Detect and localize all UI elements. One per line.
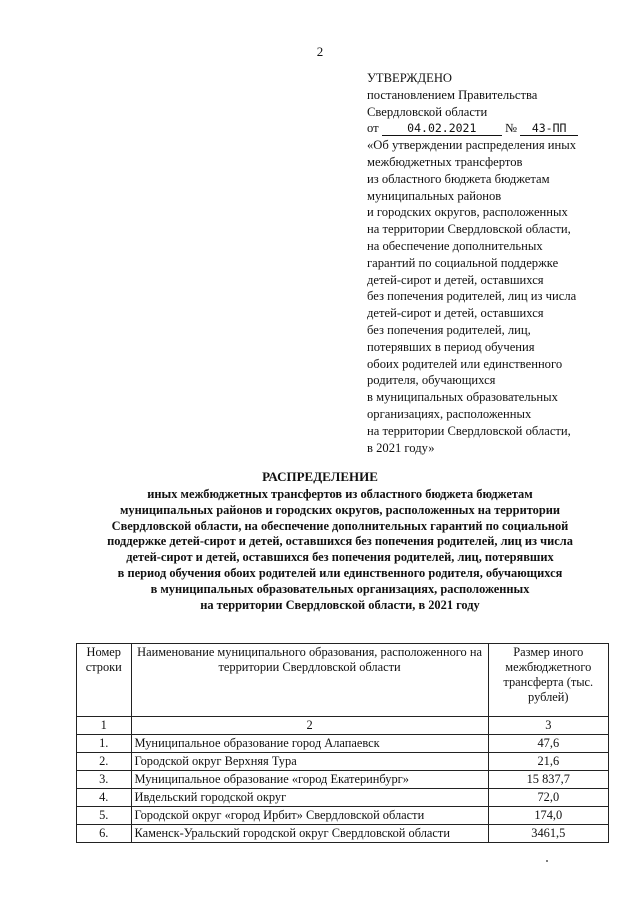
column-number: 3 [488, 717, 608, 735]
subject-line: муниципальных районов [367, 188, 502, 203]
transfer-amount: 3461,5 [488, 825, 608, 843]
municipality-name: Ивдельский городской округ [131, 789, 488, 807]
municipality-name: Каменск-Уральский городской округ Свердловской области [131, 825, 488, 843]
subject-line: «Об утверждении распределения иных [367, 138, 577, 153]
subject-line: обоих родителей или единственного [367, 356, 563, 371]
subject-line: межбюджетных трансфертов [367, 154, 523, 169]
decree-prefix: от [367, 121, 379, 136]
transfer-amount: 21,6 [488, 753, 608, 771]
subtitle-line: Свердловской области, на обеспечение дополнительных гарантий по социальной [111, 518, 569, 533]
decree-number: 43-ПП [520, 121, 578, 136]
header-amount: Размер иного межбюджетного трансферта (тыс. рублей) [488, 644, 608, 717]
approval-line: Свердловской области [367, 104, 488, 119]
header-row-number: Номер строки [77, 644, 132, 717]
transfer-amount: 72,0 [488, 789, 608, 807]
subtitle-line: муниципальных районов и городских округов, расположенных на территории [119, 502, 561, 517]
subject-line: на территории Свердловской области, [367, 222, 571, 237]
row-number: 2. [77, 753, 132, 771]
municipality-name: Муниципальное образование «город Екатеринбург» [131, 771, 488, 789]
approval-heading: УТВЕРЖДЕНО [367, 71, 453, 85]
decree-date: 04.02.2021 [382, 121, 502, 136]
subject-line: в 2021 году» [367, 440, 435, 455]
document-title: РАСПРЕДЕЛЕНИЕ [262, 469, 378, 484]
municipality-name: Городской округ Верхняя Тура [131, 753, 488, 771]
row-number: 4. [77, 789, 132, 807]
table-header-row [77, 644, 609, 717]
table-row [77, 789, 609, 807]
column-number: 2 [131, 717, 488, 735]
municipality-name: Муниципальное образование город Алапаевск [131, 735, 488, 753]
subject-line: организациях, расположенных [367, 406, 532, 421]
subtitle-line: на территории Свердловской области, в 2021 году [200, 597, 480, 612]
scan-speck [546, 860, 548, 862]
subtitle-line: в период обучения обоих родителей или единственного родителя, обучающихся [117, 565, 563, 580]
row-number: 5. [77, 807, 132, 825]
approval-line: постановлением Правительства [367, 87, 538, 102]
subtitle-line: детей-сирот и детей, оставшихся без попечения родителей, лиц, потерявших [126, 550, 554, 565]
subject-line: детей-сирот и детей, оставшихся [367, 306, 544, 321]
row-number: 3. [77, 771, 132, 789]
header-municipality: Наименование муниципального образования, расположенного на территории Свердловской области [131, 644, 488, 717]
column-numbering-row [77, 717, 609, 735]
approval-block [367, 70, 617, 456]
subject-line: без попечения родителей, лиц из числа [367, 289, 577, 304]
row-number: 6. [77, 825, 132, 843]
table-row [77, 807, 609, 825]
subject-line: и городских округов, расположенных [367, 205, 568, 220]
subject-line: на обеспечение дополнительных [367, 238, 543, 253]
subject-line: без попечения родителей, лиц, [367, 322, 531, 337]
decree-number-label: № [504, 121, 517, 136]
subject-line: родителя, обучающихся [367, 373, 496, 388]
subtitle-line: поддержке детей-сирот и детей, оставшихся без попечения родителей, лиц из числа [107, 534, 573, 549]
column-number: 1 [77, 717, 132, 735]
transfer-amount: 47,6 [488, 735, 608, 753]
subtitle-line: в муниципальных образовательных организациях, расположенных [150, 581, 530, 596]
subject-line: на территории Свердловской области, [367, 423, 571, 438]
row-number: 1. [77, 735, 132, 753]
subject-line: детей-сирот и детей, оставшихся [367, 272, 544, 287]
document-subtitle [60, 487, 620, 613]
decree-reference [367, 120, 617, 137]
subject-line: потерявших в период обучения [367, 339, 535, 354]
transfer-amount: 15 837,7 [488, 771, 608, 789]
municipality-name: Городской округ «город Ирбит» Свердловской области [131, 807, 488, 825]
table-row [77, 825, 609, 843]
transfer-amount: 174,0 [488, 807, 608, 825]
subject-line: в муниципальных образовательных [367, 390, 558, 405]
table-row [77, 735, 609, 753]
distribution-table [76, 643, 609, 843]
page-number: 2 [316, 44, 324, 59]
subject-line: из областного бюджета бюджетам [367, 171, 550, 186]
table-row [77, 753, 609, 771]
table-row [77, 771, 609, 789]
subject-line: гарантий по социальной поддержке [367, 255, 559, 270]
subtitle-line: иных межбюджетных трансфертов из областного бюджета бюджетам [147, 487, 533, 501]
